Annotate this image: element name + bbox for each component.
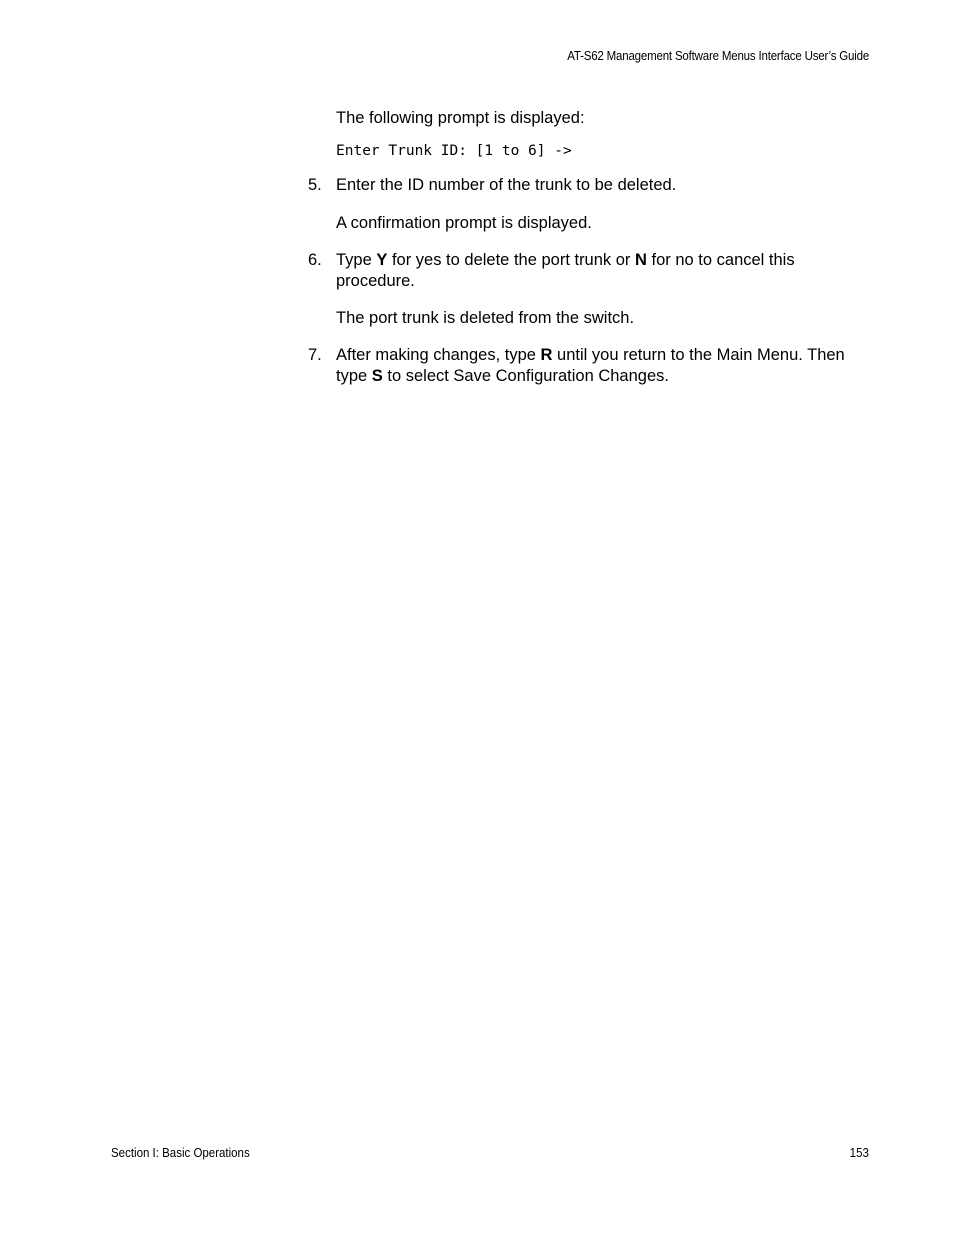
step-5-result: A confirmation prompt is displayed.	[336, 214, 592, 232]
key-s: S	[371, 367, 383, 385]
step-6-number: 6.	[308, 251, 322, 269]
step-7-text: After making changes, type R until you return to the Main Menu. Then type S to select Save Configuration Changes.	[336, 346, 845, 385]
key-y: Y	[376, 251, 388, 269]
step-5-text: Enter the ID number of the trunk to be deleted.	[336, 176, 677, 194]
running-header: AT-S62 Management Software Menus Interface User’s Guide	[567, 49, 869, 63]
step-6-text: Type Y for yes to delete the port trunk or N for no to cancel this procedure.	[336, 251, 795, 290]
prompt-intro: The following prompt is displayed:	[336, 109, 585, 127]
step-6-result: The port trunk is deleted from the switch.	[336, 309, 635, 327]
step-5-number: 5.	[308, 176, 322, 194]
prompt-code: Enter Trunk ID: [1 to 6] ->	[336, 143, 572, 159]
footer-section: Section I: Basic Operations	[111, 1146, 250, 1160]
step-7-number: 7.	[308, 346, 322, 364]
key-n: N	[635, 251, 647, 269]
key-r: R	[540, 346, 553, 364]
page-number: 153	[849, 1146, 869, 1160]
